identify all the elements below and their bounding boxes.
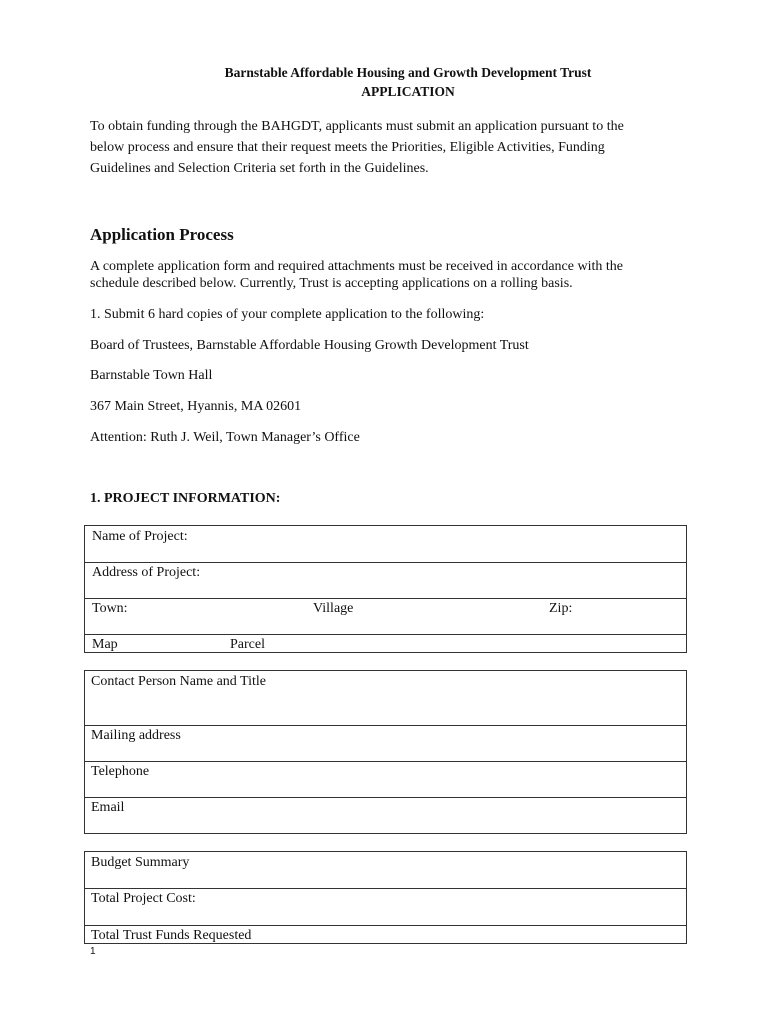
address-town-hall: Barnstable Town Hall	[90, 368, 213, 383]
intro-line3: Guidelines and Selection Criteria set forth in the Guidelines.	[90, 161, 429, 176]
parcel-label: Parcel	[230, 637, 265, 652]
document-title-line1: Barnstable Affordable Housing and Growth Development Trust	[224, 65, 592, 80]
address-street: 367 Main Street, Hyannis, MA 02601	[90, 399, 302, 414]
project-info-table	[84, 525, 687, 653]
village-label: Village	[313, 601, 354, 616]
map-parcel-row[interactable]	[85, 634, 686, 652]
budget-summary-label: Budget Summary	[91, 855, 190, 870]
project-name-label: Name of Project:	[92, 529, 188, 544]
attention-line: Attention: Ruth J. Weil, Town Manager’s Office	[90, 430, 360, 445]
process-para-line2: schedule described below. Currently, Trust is accepting applications on a rolling basis.	[90, 276, 573, 291]
submit-step: 1. Submit 6 hard copies of your complete application to the following:	[90, 307, 485, 322]
project-address-row[interactable]	[85, 562, 686, 598]
email-row[interactable]	[85, 797, 686, 833]
project-address-label: Address of Project:	[92, 565, 201, 580]
budget-summary-row	[85, 852, 686, 888]
town-village-zip-row[interactable]	[85, 598, 686, 634]
map-label: Map	[92, 637, 118, 652]
telephone-label: Telephone	[91, 764, 150, 779]
zip-label: Zip:	[549, 601, 573, 616]
mailing-address-row[interactable]	[85, 725, 686, 761]
trust-funds-requested-label: Total Trust Funds Requested	[91, 928, 252, 943]
intro-line1: To obtain funding through the BAHGDT, applicants must submit an application pursuant to the	[90, 119, 624, 134]
intro-line2: below process and ensure that their request meets the Priorities, Eligible Activities, Funding	[90, 140, 605, 155]
project-information-heading: 1. PROJECT INFORMATION:	[90, 491, 281, 506]
contact-table	[84, 670, 687, 834]
budget-table	[84, 851, 687, 944]
document-title-line2: APPLICATION	[361, 84, 455, 99]
total-project-cost-row[interactable]	[85, 888, 686, 925]
page-number: 1	[90, 946, 96, 957]
email-label: Email	[91, 800, 125, 815]
contact-person-label: Contact Person Name and Title	[91, 674, 266, 689]
process-para-line1: A complete application form and required attachments must be received in accordance with the	[90, 259, 623, 274]
project-name-row[interactable]	[85, 526, 686, 562]
application-process-heading: Application Process	[90, 225, 234, 244]
contact-person-row[interactable]	[85, 671, 686, 725]
total-project-cost-label: Total Project Cost:	[91, 891, 196, 906]
town-label: Town:	[92, 601, 128, 616]
trust-funds-requested-row[interactable]	[85, 925, 686, 943]
mailing-address-label: Mailing address	[91, 728, 181, 743]
address-board: Board of Trustees, Barnstable Affordable Housing Growth Development Trust	[90, 338, 529, 353]
telephone-row[interactable]	[85, 761, 686, 797]
